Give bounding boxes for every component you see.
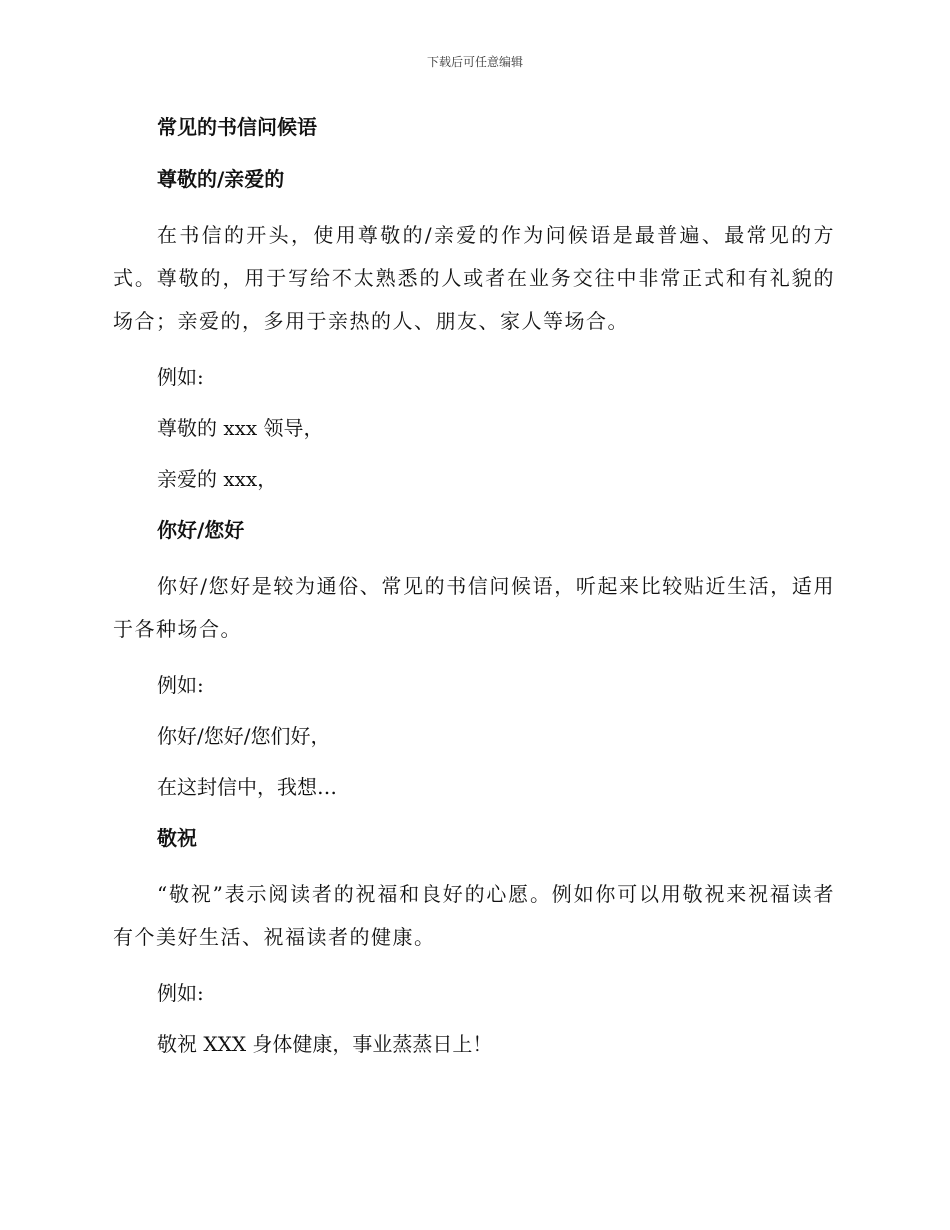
section-heading: 你好/您好 [157, 518, 245, 542]
example-line: 敬祝 XXX 身体健康，事业蒸蒸日上！ [157, 1032, 493, 1056]
example-line: 在这封信中，我想… [157, 775, 337, 799]
section-paragraph: 你好/您好是较为通俗、常见的书信问候语，听起来比较贴近生活，适用于各种场合。 [113, 574, 835, 641]
example-line: 你好/您好/您们好， [157, 724, 331, 748]
section-heading: 敬祝 [157, 826, 197, 850]
document-title: 常见的书信问候语 [157, 115, 317, 139]
example-line: 亲爱的 xxx， [157, 467, 278, 491]
example-label: 例如: [157, 365, 204, 389]
section-paragraph: “敬祝”表示阅读者的祝福和良好的心愿。例如你可以用敬祝来祝福读者有个美好生活、祝福读者的健康。 [113, 882, 835, 949]
section-paragraph: 在书信的开头，使用尊敬的/亲爱的作为问候语是最普遍、最常见的方式。尊敬的，用于写给不太熟悉的人或者在业务交往中非常正式和有礼貌的场合；亲爱的，多用于亲热的人、朋友、家人等场合。 [113, 223, 835, 333]
example-label: 例如: [157, 981, 204, 1005]
example-line: 尊敬的 xxx 领导， [157, 416, 324, 440]
page-header-note: 下载后可任意编辑 [426, 55, 523, 69]
example-label: 例如: [157, 673, 204, 697]
document-body [113, 110, 835, 1061]
section-heading: 尊敬的/亲爱的 [157, 167, 285, 191]
